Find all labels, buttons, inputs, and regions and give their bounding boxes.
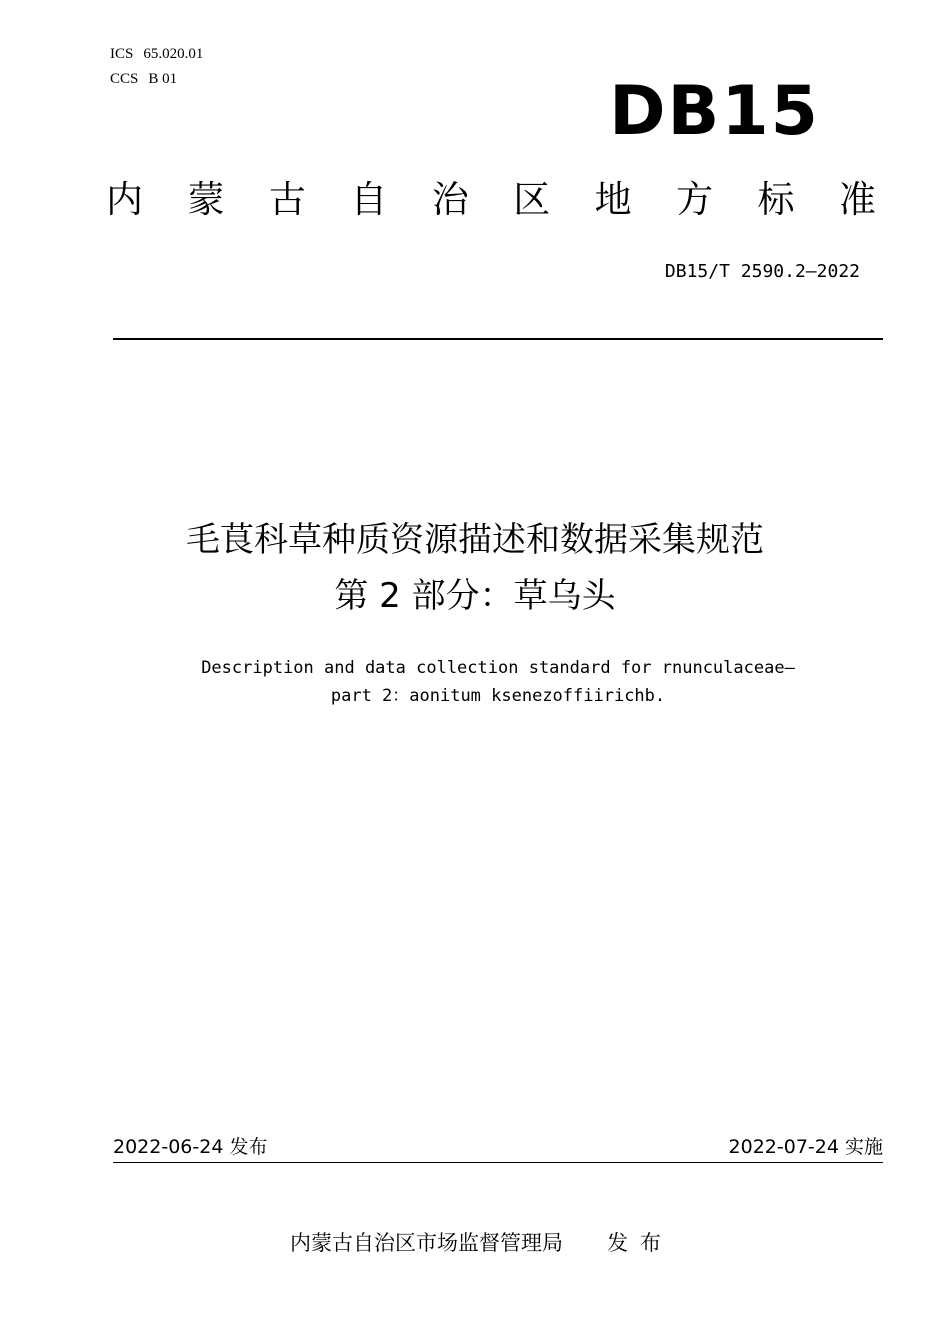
standard-type-title: [106, 180, 876, 221]
standard-type-char: 准: [838, 178, 876, 221]
ccs-label: CCS: [110, 71, 139, 87]
ics-code: [110, 46, 203, 63]
issuer-line: [290, 1227, 673, 1257]
standard-type-char: 自: [350, 178, 388, 221]
issuer-action: 发布: [607, 1231, 673, 1255]
english-title-line-1: Description and data collection standard for rnunculaceae—: [201, 658, 795, 678]
standard-type-char: 蒙: [187, 178, 225, 221]
standard-type-char: 标: [757, 178, 795, 221]
standard-number: DB15/T 2590.2—2022: [664, 261, 860, 282]
english-title-line-2: part 2：aonitum ksenezoffiirichb.: [330, 686, 666, 706]
standard-type-char: 治: [431, 178, 469, 221]
standard-type-char: 古: [268, 178, 306, 221]
main-title-line-2: 第 2 部分：草乌头: [334, 576, 616, 616]
implementation-date: 2022-07-24 实施: [728, 1136, 883, 1158]
top-divider: [113, 338, 883, 340]
standard-type-char: 区: [513, 178, 551, 221]
issuer-name: 内蒙古自治区市场监督管理局: [290, 1231, 563, 1255]
standard-type-char: 内: [106, 178, 143, 221]
release-date: 2022-06-24 发布: [113, 1136, 268, 1158]
ccs-code: [110, 71, 177, 88]
standard-type-char: 地: [594, 178, 632, 221]
bottom-divider: [113, 1162, 883, 1163]
ics-value: 65.020.01: [143, 46, 204, 62]
db15-logo: DB15: [609, 72, 820, 151]
ics-label: ICS: [110, 46, 134, 62]
main-title-line-1: 毛茛科草种质资源描述和数据采集规范: [186, 520, 764, 560]
ccs-value: B 01: [148, 71, 178, 87]
standard-type-char: 方: [676, 178, 714, 221]
